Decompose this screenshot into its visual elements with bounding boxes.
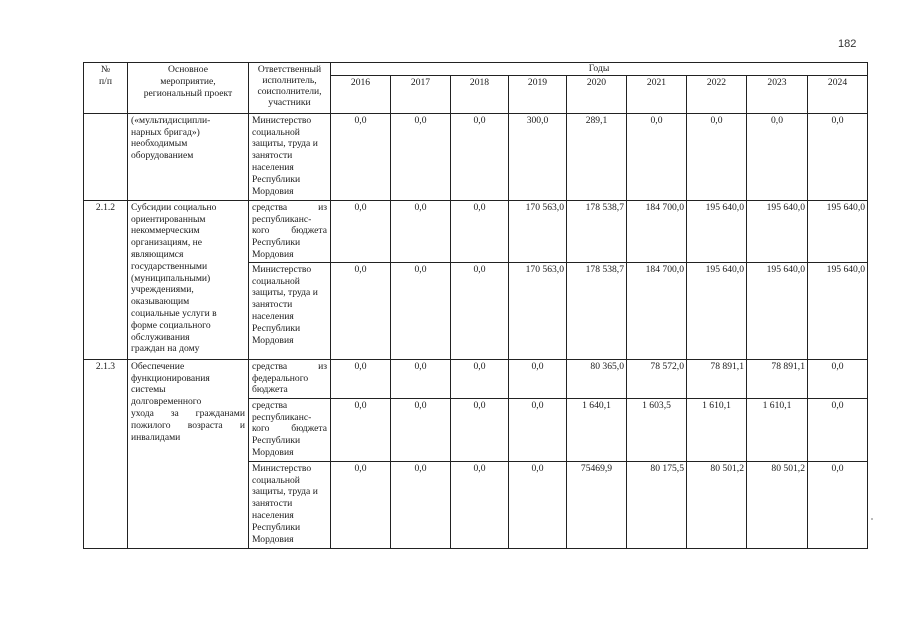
value-cell-2020: 178 538,7	[567, 262, 627, 359]
value-cell-2022: 1 610,1	[687, 398, 747, 461]
header-year-2021: 2021	[627, 75, 687, 113]
value-cell-2023: 0,0	[747, 113, 808, 200]
value-cell-2020: 178 538,7	[567, 200, 627, 262]
value-cell-2021: 78 572,0	[627, 359, 687, 398]
scan-speck	[871, 518, 873, 520]
value-cell-2016: 0,0	[331, 113, 391, 200]
value-cell-2018: 0,0	[451, 200, 509, 262]
value-cell-2023: 195 640,0	[747, 262, 808, 359]
value-cell-2024: 0,0	[808, 461, 868, 548]
event-name: («мультидисципли- нарных бригад») необходимым оборудованием	[128, 113, 249, 200]
value-cell-2016: 0,0	[331, 461, 391, 548]
row-number: 2.1.3	[84, 359, 128, 548]
value-cell-2017: 0,0	[391, 200, 451, 262]
value-cell-2020: 75469,9	[567, 461, 627, 548]
header-year-2017: 2017	[391, 75, 451, 113]
value-cell-2021: 184 700,0	[627, 262, 687, 359]
page-number: 182	[838, 38, 857, 50]
value-cell-2018: 0,0	[451, 359, 509, 398]
value-cell-2018: 0,0	[451, 398, 509, 461]
value-cell-2021: 0,0	[627, 113, 687, 200]
value-cell-2019: 170 563,0	[509, 200, 567, 262]
responsible-party: Министерство социальной защиты, труда и занятости населения Республики Мордовия	[249, 461, 331, 548]
value-cell-2017: 0,0	[391, 113, 451, 200]
header-year-2024: 2024	[808, 75, 868, 113]
value-cell-2016: 0,0	[331, 398, 391, 461]
value-cell-2023: 1 610,1	[747, 398, 808, 461]
value-cell-2016: 0,0	[331, 262, 391, 359]
value-cell-2024: 0,0	[808, 113, 868, 200]
table-body	[84, 113, 868, 548]
value-cell-2017: 0,0	[391, 262, 451, 359]
value-cell-2018: 0,0	[451, 113, 509, 200]
value-cell-2017: 0,0	[391, 398, 451, 461]
responsible-party: Министерство социальной защиты, труда и занятости населения Республики Мордовия	[249, 262, 331, 359]
row-number	[84, 113, 128, 200]
value-cell-2022: 80 501,2	[687, 461, 747, 548]
budget-table	[83, 62, 868, 549]
value-cell-2018: 0,0	[451, 461, 509, 548]
table-header	[84, 63, 868, 114]
event-name: Субсидии социально ориентированным некоммерческим организациям, не являющимся государственными (муниципальными) учреждениями, оказывающим социальные услуги в форме социального обслуживания граждан на дому	[128, 200, 249, 359]
value-cell-2024: 195 640,0	[808, 200, 868, 262]
event-name: Обеспечение функционирования системы долговременного ухода за гражданами пожилого возраста и инвалидами	[128, 359, 249, 548]
responsible-party: средства из федерального бюджета	[249, 359, 331, 398]
value-cell-2018: 0,0	[451, 262, 509, 359]
value-cell-2021: 184 700,0	[627, 200, 687, 262]
value-cell-2024: 195 640,0	[808, 262, 868, 359]
value-cell-2023: 78 891,1	[747, 359, 808, 398]
value-cell-2019: 0,0	[509, 398, 567, 461]
row-number: 2.1.2	[84, 200, 128, 359]
value-cell-2017: 0,0	[391, 359, 451, 398]
value-cell-2016: 0,0	[331, 359, 391, 398]
value-cell-2022: 0,0	[687, 113, 747, 200]
value-cell-2020: 80 365,0	[567, 359, 627, 398]
value-cell-2021: 1 603,5	[627, 398, 687, 461]
value-cell-2019: 0,0	[509, 461, 567, 548]
responsible-party: средства республиканс- кого бюджета Республики Мордовия	[249, 398, 331, 461]
header-year-2022: 2022	[687, 75, 747, 113]
value-cell-2024: 0,0	[808, 359, 868, 398]
responsible-party: средства из республиканс- кого бюджета Республики Мордовия	[249, 200, 331, 262]
value-cell-2019: 170 563,0	[509, 262, 567, 359]
value-cell-2020: 289,1	[567, 113, 627, 200]
value-cell-2023: 195 640,0	[747, 200, 808, 262]
header-num: № п/п	[84, 63, 128, 114]
value-cell-2016: 0,0	[331, 200, 391, 262]
value-cell-2020: 1 640,1	[567, 398, 627, 461]
header-year-2020: 2020	[567, 75, 627, 113]
table-row	[84, 200, 868, 262]
header-year-2018: 2018	[451, 75, 509, 113]
header-year-2023: 2023	[747, 75, 808, 113]
value-cell-2024: 0,0	[808, 398, 868, 461]
value-cell-2022: 195 640,0	[687, 262, 747, 359]
value-cell-2021: 80 175,5	[627, 461, 687, 548]
value-cell-2023: 80 501,2	[747, 461, 808, 548]
value-cell-2019: 0,0	[509, 359, 567, 398]
header-responsible: Ответственный исполнитель, соисполнители, участники	[249, 63, 331, 114]
value-cell-2019: 300,0	[509, 113, 567, 200]
header-year-2019: 2019	[509, 75, 567, 113]
table-row	[84, 359, 868, 398]
table-row	[84, 113, 868, 200]
value-cell-2017: 0,0	[391, 461, 451, 548]
header-year-2016: 2016	[331, 75, 391, 113]
header-event: Основное мероприятие, региональный проект	[128, 63, 249, 114]
header-years-group: Годы	[331, 63, 868, 76]
responsible-party: Министерство социальной защиты, труда и занятости населения Республики Мордовия	[249, 113, 331, 200]
value-cell-2022: 78 891,1	[687, 359, 747, 398]
value-cell-2022: 195 640,0	[687, 200, 747, 262]
